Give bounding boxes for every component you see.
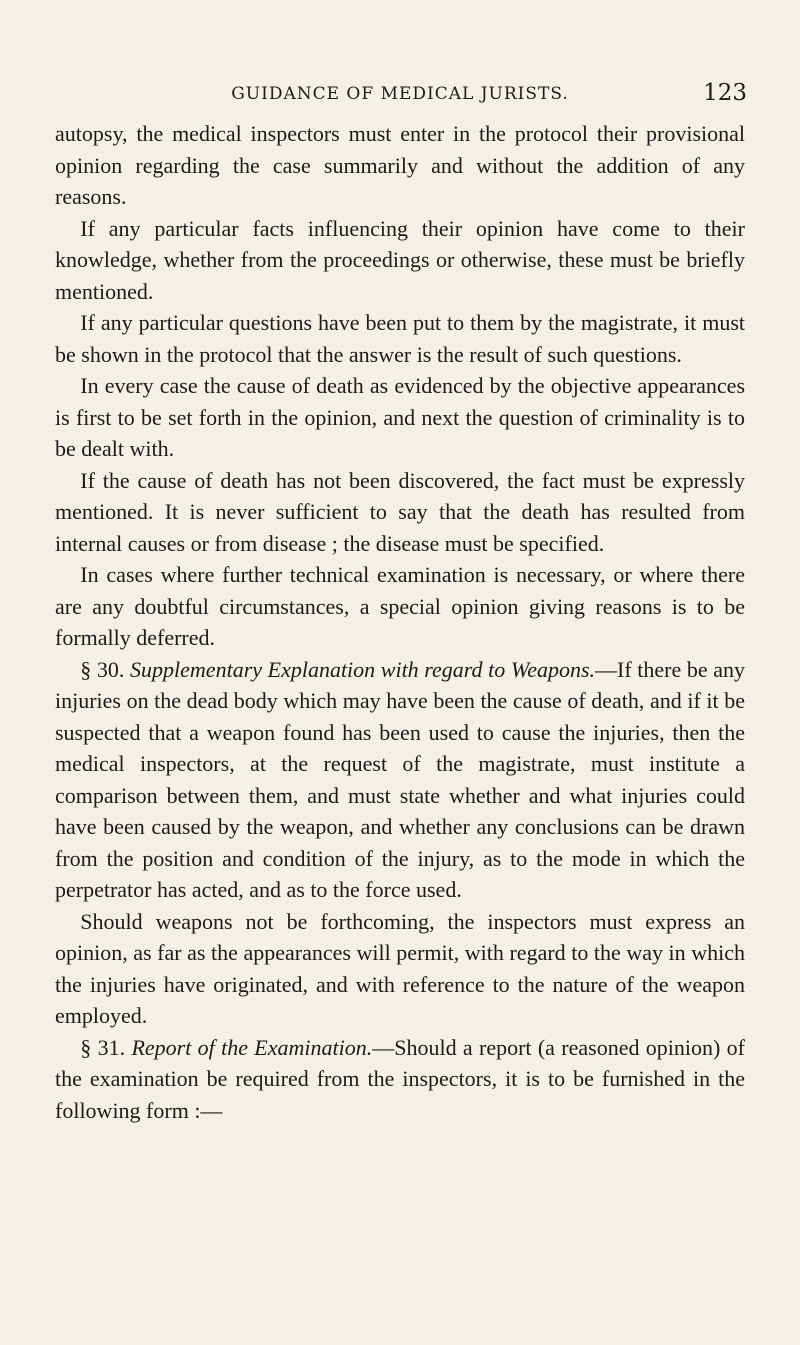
- section-30: [55, 654, 745, 906]
- section-number: § 30.: [80, 656, 125, 682]
- paragraph: Should weapons not be forthcoming, the inspectors must express an opinion, as far as the appearances will permit, with regard to the way in which the injuries have originated, and with reference to the nature of the weapon employed.: [55, 908, 745, 1028]
- running-title: GUIDANCE OF MEDICAL JURISTS.: [231, 84, 569, 104]
- body-text: [55, 118, 745, 1126]
- section-31: [55, 1032, 745, 1127]
- paragraph: If any particular facts influencing their opinion have come to their knowledge, whether from the proceedings or otherwise, these must be briefly mentioned.: [55, 215, 745, 304]
- section-title: Report of the Examination.: [131, 1034, 373, 1060]
- section-title: Supplementary Explanation with regard to Weapons.: [130, 656, 596, 682]
- paragraph: If the cause of death has not been discovered, the fact must be expressly mentioned. It is never sufficient to say that the death has resulted from internal causes or from disease ; the disease must be specified.: [55, 467, 745, 556]
- page-number: 123: [703, 80, 747, 106]
- paragraph: In every case the cause of death as evidenced by the objective appearances is first to be set forth in the opinion, and next the question of criminality is to be dealt with.: [55, 373, 745, 461]
- paragraph: If any particular questions have been put to them by the magistrate, it must be shown in the protocol that the answer is the result of such questions.: [55, 310, 745, 367]
- section-body: —Should a report (a reasoned opinion) of the examination be required from the inspectors, it is to be furnished in the following form :—: [55, 1034, 745, 1123]
- paragraph: In cases where further technical examination is necessary, or where there are any doubtful circumstances, a special opinion giving reasons is to be formally deferred.: [55, 562, 745, 650]
- paragraph: autopsy, the medical inspectors must enter in the protocol their provisional opinion regarding the case summarily and without the addition of any reasons.: [55, 121, 745, 209]
- section-number: § 31.: [80, 1034, 126, 1060]
- section-body: —If there be any injuries on the dead body which may have been the cause of death, and if it be suspected that a weapon found has been used to cause the injuries, then the medical inspectors, at the request of the magistrate, must institute a comparison between them, and must state whether and what injuries could have been caused by the weapon, and whether any conclusions can be drawn from the position and condition of the injury, as to the mode in which the perpetrator has acted, and as to the force used.: [55, 656, 746, 902]
